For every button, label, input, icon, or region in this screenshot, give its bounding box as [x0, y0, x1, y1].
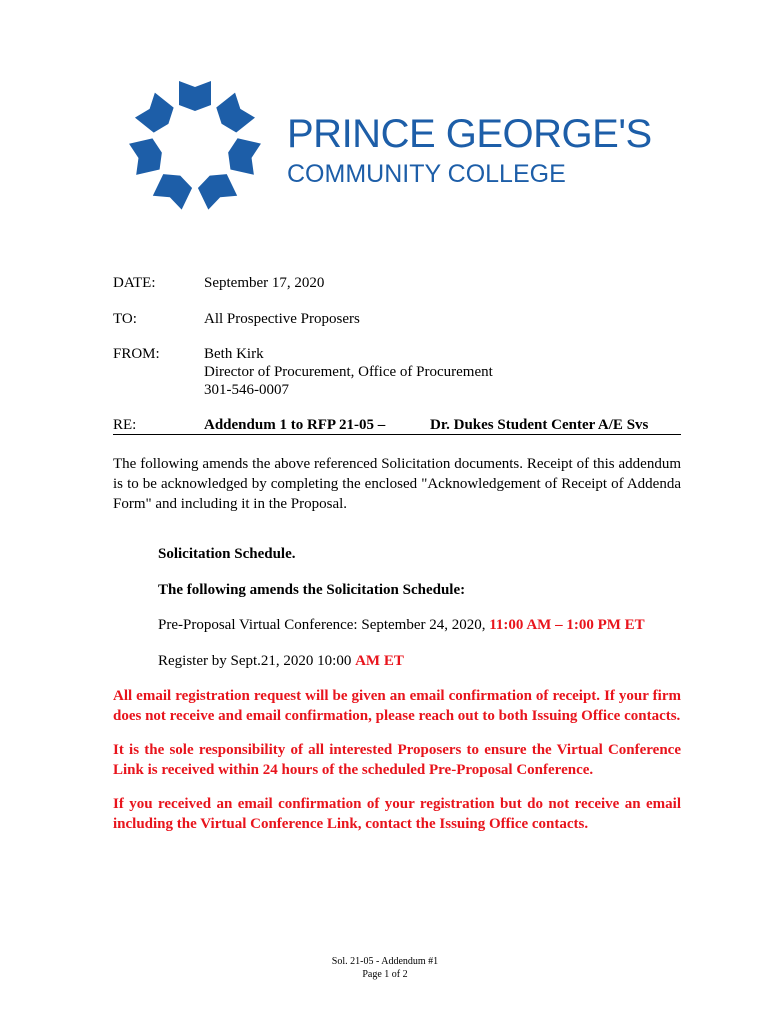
conference-time: 11:00 AM – 1:00 PM ET	[489, 617, 645, 633]
logo-wordmark-line2: COMMUNITY COLLEGE	[287, 160, 566, 188]
notice-conference-link: If you received an email confirmation of your registration but do not receive an email including the Virtual Conference Link, contact the Issuing Office contacts.	[113, 796, 681, 832]
from-label: FROM:	[113, 346, 160, 362]
footer-page-number: Page 1 of 2	[362, 969, 408, 980]
re-project: Dr. Dukes Student Center A/E Svs	[430, 417, 649, 433]
conference-line	[158, 616, 645, 634]
footer-solicitation: Sol. 21-05 - Addendum #1	[331, 956, 439, 967]
intro-paragraph: The following amends the above referenced Solicitation documents. Receipt of this addendum is to be acknowledged by completing the enclosed "Acknowledgement of Receipt of Addenda Form" and including it in the Proposal.	[113, 456, 681, 512]
notice-confirmation: All email registration request will be given an email confirmation of receipt. If your firm does not receive and email confirmation, please reach out to both Issuing Office contacts.	[113, 688, 681, 724]
register-time: AM ET	[355, 653, 404, 669]
register-text: Register by Sept.21, 2020 10:00	[158, 653, 356, 669]
re-label: RE:	[113, 417, 137, 433]
date-label: DATE:	[113, 275, 156, 291]
schedule-subheading: The following amends the Solicitation Schedule:	[158, 582, 466, 598]
from-name: Beth Kirk	[204, 346, 264, 362]
conference-text: Pre-Proposal Virtual Conference: September 24, 2020,	[158, 617, 490, 633]
header-divider	[113, 434, 681, 435]
date-value: September 17, 2020	[204, 275, 325, 291]
from-title: Director of Procurement, Office of Procurement	[204, 364, 493, 380]
college-logo-icon	[120, 70, 270, 220]
to-value: All Prospective Proposers	[204, 311, 360, 327]
notice-responsibility: It is the sole responsibility of all interested Proposers to ensure the Virtual Conference Link is received within 24 hours of the scheduled Pre-Proposal Conference.	[113, 742, 681, 778]
to-label: TO:	[113, 311, 137, 327]
register-line	[158, 652, 404, 670]
re-value: Addendum 1 to RFP 21-05 –	[204, 417, 386, 433]
schedule-heading: Solicitation Schedule.	[158, 546, 296, 562]
logo-wordmark-line1: PRINCE GEORGE'S	[287, 112, 652, 156]
from-phone: 301-546-0007	[204, 382, 289, 398]
